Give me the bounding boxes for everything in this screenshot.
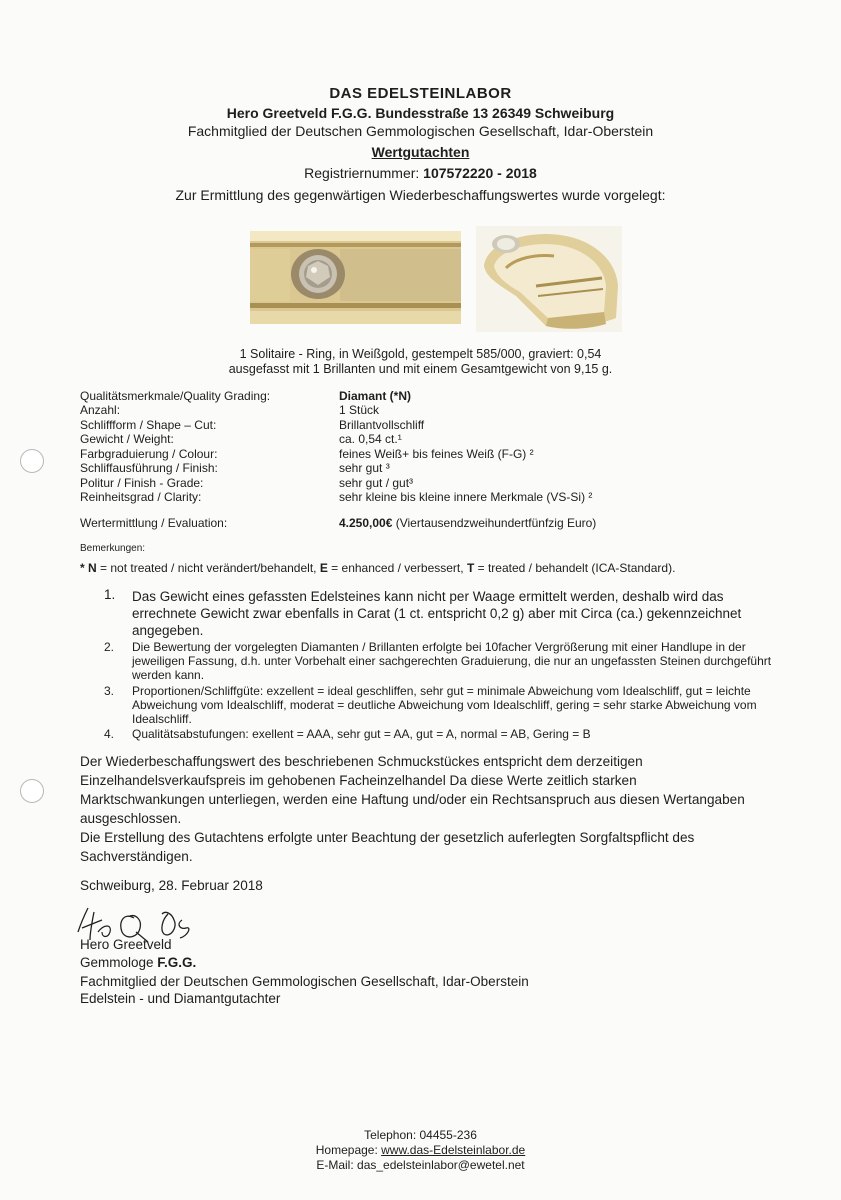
registration-number: 107572220 - 2018 xyxy=(423,165,537,181)
grading-row xyxy=(80,403,780,417)
homepage-link[interactable]: www.das-Edelsteinlabor.de xyxy=(381,1143,526,1157)
evaluation-amount: 4.250,00€ xyxy=(339,516,393,530)
registration-line xyxy=(0,165,841,181)
diligence-paragraph: Die Erstellung des Gutachtens erfolgte unter Beachtung der gesetzlich auferlegten Sorgfaltspflicht des Sachverständigen. xyxy=(80,830,695,864)
remark-text: Proportionen/Schliffgüte: exzellent = ideal geschliffen, sehr gut = minimale Abweichung vom Idealschliff, gut = leichte Abweichung vom Idealschliff, moderat = deutliche Abweichung vom Idealschliff, gering = sehr starke Abweichung vom Idealschliff. xyxy=(132,684,757,726)
document-type: Wertgutachten xyxy=(371,144,470,160)
evaluation-words: (Viertausendzweihundertfünfzig Euro) xyxy=(395,516,597,530)
legend-n-key: * N xyxy=(80,561,97,575)
remark-text: Qualitätsabstufungen: exellent = AAA, sehr gut = AA, gut = A, normal = AB, Gering = B xyxy=(132,727,591,741)
grading-value: Diamant (*N) xyxy=(339,389,412,403)
ring-side-image xyxy=(476,226,622,332)
grading-value: sehr gut / gut³ xyxy=(339,476,414,490)
place-date: Schweiburg, 28. Februar 2018 xyxy=(80,878,263,893)
punch-hole-bottom xyxy=(20,779,44,803)
lab-address: Hero Greetveld F.G.G. Bundesstraße 13 26349 Schweiburg xyxy=(226,105,615,121)
grading-value: sehr gut ³ xyxy=(339,461,390,475)
legend-t-key: T xyxy=(466,561,475,575)
grading-label: Reinheitsgrad / Clarity: xyxy=(80,490,202,504)
grading-value: 1 Stück xyxy=(339,403,380,417)
evaluation-label: Wertermittlung / Evaluation: xyxy=(80,516,228,530)
remark-text: Die Bewertung der vorgelegten Diamanten / Brillanten erfolgte bei 10facher Vergrößerung mit einer Handlupe in der jeweiligen Fassung, d.h. unter Vorbehalt einer sachgerechten Graduierung, die nur an ungefassten Steinen durchgeführt werden kann. xyxy=(132,640,772,682)
ring-front-image xyxy=(250,231,461,324)
footer-email: E-Mail: das_edelsteinlabor@ewetel.net xyxy=(316,1158,525,1172)
liability-paragraph: Der Wiederbeschaffungswert des beschriebenen Schmuckstückes entspricht dem derzeitigen Einzelhandelsverkaufspreis im gehobenen Facheinzelhandel Da diese Werte zeitlich starken Marktschwankungen unterliegen, werden eine Haftung und/oder ein Rechtsanspruch aus diesen Wertangaben ausgeschlossen. xyxy=(80,754,745,826)
grading-label: Politur / Finish - Grade: xyxy=(80,476,204,490)
grading-value: feines Weiß+ bis feines Weiß (F-G) ² xyxy=(339,447,534,461)
remark-number: 4. xyxy=(104,727,115,741)
treatment-legend xyxy=(80,561,675,575)
remark-number: 3. xyxy=(104,684,115,698)
signer-membership: Fachmitglied der Deutschen Gemmologischen Gesellschaft, Idar-Oberstein xyxy=(80,974,529,989)
footer-phone: Telephon: 04455-236 xyxy=(364,1128,477,1142)
punch-hole-top xyxy=(20,449,44,473)
grading-row xyxy=(80,389,780,403)
lab-title: DAS EDELSTEINLABOR xyxy=(329,85,512,102)
ring-front-photo xyxy=(250,231,461,324)
legend-e-key: E xyxy=(319,561,328,575)
signer-title-prefix: Gemmologe xyxy=(80,955,158,970)
remark-number: 2. xyxy=(104,640,115,654)
grading-label: Anzahl: xyxy=(80,403,121,417)
intro-text: Zur Ermittlung des gegenwärtigen Wiederbeschaffungswertes wurde vorgelegt: xyxy=(175,187,666,203)
grading-label: Gewicht / Weight: xyxy=(80,432,174,446)
homepage-label: Homepage: xyxy=(315,1143,382,1157)
grading-row xyxy=(80,447,780,461)
grading-value: ca. 0,54 ct.¹ xyxy=(339,432,402,446)
item-description-line2: ausgefasst mit 1 Brillanten und mit einem Gesamtgewicht von 9,15 g. xyxy=(228,362,613,376)
signer-title-bold: F.G.G. xyxy=(157,955,197,970)
remark-text: Das Gewicht eines gefassten Edelsteines kann nicht per Waage ermittelt werden, deshalb wird das errechnete Gewicht zwar ebenfalls in Carat (1 ct. entspricht 0,2 g) aber mit Circa (ca.) gekennzeichnet angegeben. xyxy=(132,589,742,638)
remark-number: 1. xyxy=(104,587,116,602)
remarks-label: Bemerkungen: xyxy=(80,543,146,554)
legend-e-text: = enhanced / verbessert, xyxy=(327,561,467,575)
ring-side-photo xyxy=(476,226,622,332)
legend-t-text: = treated / behandelt (ICA-Standard). xyxy=(474,561,676,575)
grading-row xyxy=(80,418,780,432)
legend-n-text: = not treated / nicht verändert/behandelt, xyxy=(96,561,320,575)
grading-row xyxy=(80,490,780,504)
signer-role: Edelstein - und Diamantgutachter xyxy=(80,991,281,1006)
item-description-line1: 1 Solitaire - Ring, in Weißgold, gestempelt 585/000, graviert: 0,54 xyxy=(239,347,602,361)
footer-homepage xyxy=(0,1143,841,1157)
evaluation-row xyxy=(80,516,780,530)
grading-label: Qualitätsmerkmale/Quality Grading: xyxy=(80,389,271,403)
signer-title xyxy=(80,955,196,970)
grading-row xyxy=(80,461,780,475)
grading-label: Farbgraduierung / Colour: xyxy=(80,447,218,461)
signer-name: Hero Greetveld xyxy=(80,937,172,952)
evaluation-value-line xyxy=(339,516,596,530)
grading-value: Brillantvollschliff xyxy=(339,418,425,432)
registration-label: Registriernummer: xyxy=(304,165,420,181)
grading-label: Schliffform / Shape – Cut: xyxy=(80,418,217,432)
grading-row xyxy=(80,432,780,446)
grading-label: Schliffausführung / Finish: xyxy=(80,461,218,475)
grading-value: sehr kleine bis kleine innere Merkmale (VS-Si) ² xyxy=(339,490,593,504)
grading-row xyxy=(80,476,780,490)
lab-membership: Fachmitglied der Deutschen Gemmologischen Gesellschaft, Idar-Oberstein xyxy=(187,123,654,139)
